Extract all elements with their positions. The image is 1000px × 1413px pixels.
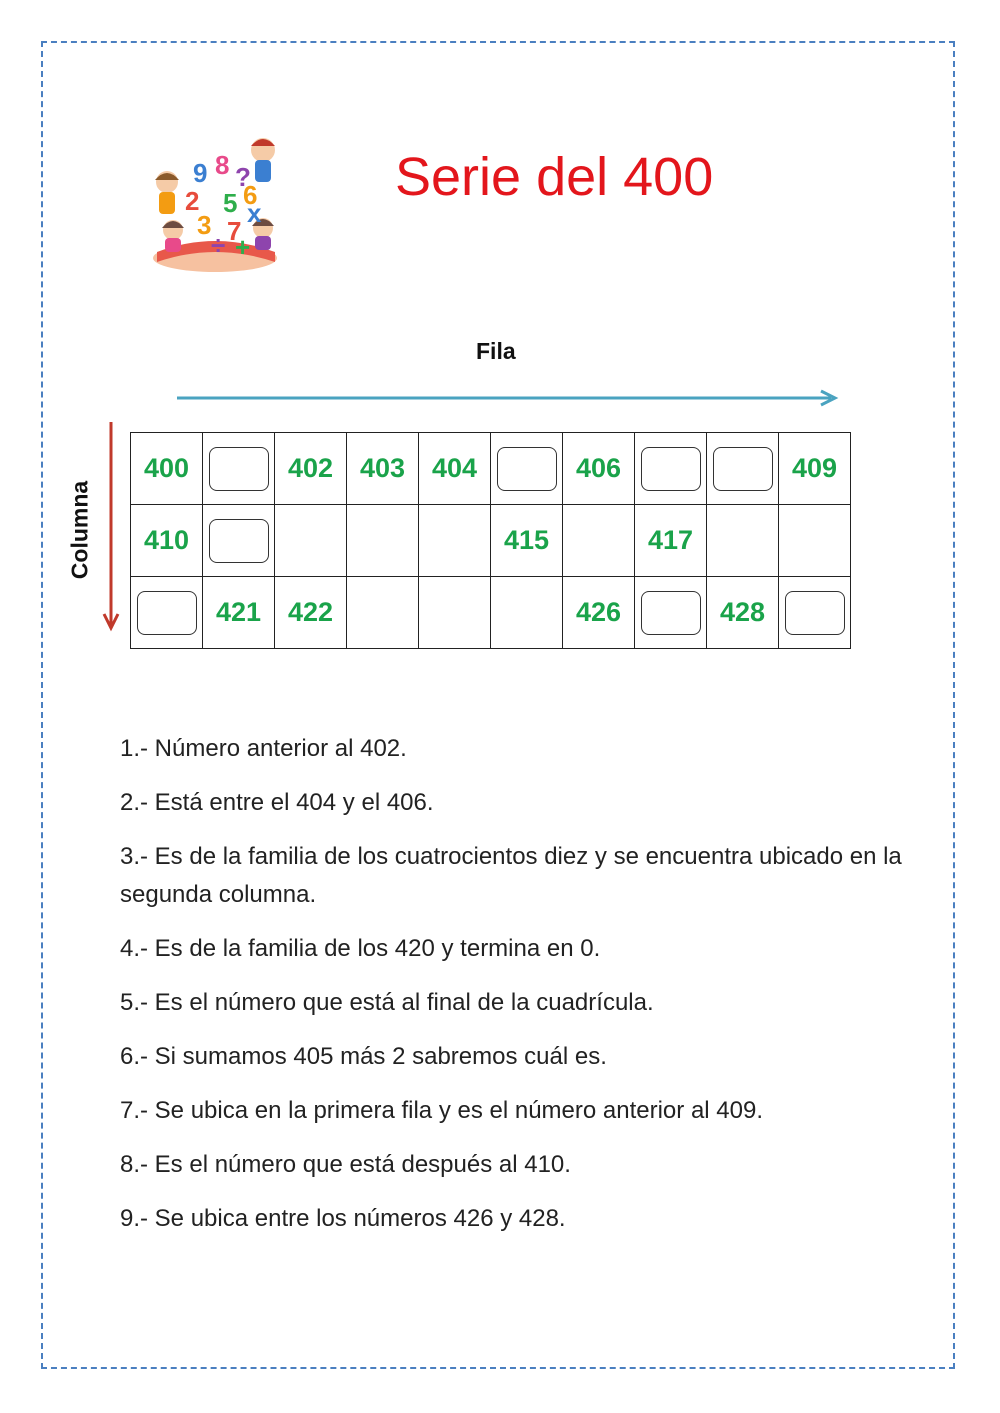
grid-cell: 410 <box>131 505 203 577</box>
svg-text:2: 2 <box>185 186 200 216</box>
answer-box[interactable] <box>209 519 269 563</box>
grid-row <box>131 505 851 577</box>
question-list <box>120 730 910 1254</box>
answer-box[interactable] <box>137 591 197 635</box>
grid-cell: 402 <box>275 433 347 505</box>
answer-box[interactable] <box>497 447 557 491</box>
question-item: 1.- Número anterior al 402. <box>120 735 407 762</box>
grid-cell <box>419 505 491 577</box>
svg-text:+: + <box>235 232 251 262</box>
grid-cell <box>707 505 779 577</box>
grid-cell: 409 <box>779 433 851 505</box>
question-item: 5.- Es el número que está al final de la cuadrícula. <box>120 989 654 1016</box>
grid-cell: 422 <box>275 577 347 649</box>
svg-text:8: 8 <box>215 150 230 180</box>
grid-cell <box>131 577 203 649</box>
question-item: 9.- Se ubica entre los números 426 y 428. <box>120 1205 566 1232</box>
grid-cell: 404 <box>419 433 491 505</box>
svg-text:3: 3 <box>197 210 212 240</box>
grid-row <box>131 433 851 505</box>
svg-text:5: 5 <box>223 188 238 218</box>
page-title: Serie del 400 <box>395 147 714 207</box>
grid-cell <box>275 505 347 577</box>
grid-cell <box>635 433 707 505</box>
question-item: 7.- Se ubica en la primera fila y es el número anterior al 409. <box>120 1097 763 1124</box>
grid-cell <box>563 505 635 577</box>
question-item: 4.- Es de la familia de los 420 y termina en 0. <box>120 935 601 962</box>
grid-cell <box>419 577 491 649</box>
grid-cell <box>635 577 707 649</box>
svg-text:÷: ÷ <box>211 230 226 260</box>
grid-cell <box>347 577 419 649</box>
kids-numbers-clipart-icon <box>135 130 295 280</box>
grid-cell: 421 <box>203 577 275 649</box>
grid-cell <box>491 577 563 649</box>
question-item: 8.- Es el número que está después al 410. <box>120 1151 571 1178</box>
column-arrow-icon <box>96 420 126 632</box>
grid-row <box>131 577 851 649</box>
answer-box[interactable] <box>209 447 269 491</box>
grid-cell <box>491 433 563 505</box>
answer-box[interactable] <box>641 591 701 635</box>
grid-cell <box>779 577 851 649</box>
svg-text:9: 9 <box>193 158 208 188</box>
grid-cell: 403 <box>347 433 419 505</box>
svg-text:7: 7 <box>227 216 242 246</box>
question-item: 6.- Si sumamos 405 más 2 sabremos cuál es. <box>120 1043 607 1070</box>
grid-cell <box>347 505 419 577</box>
answer-box[interactable] <box>785 591 845 635</box>
column-axis-label: Columna <box>66 480 93 580</box>
grid-cell <box>203 433 275 505</box>
grid-cell <box>203 505 275 577</box>
number-grid <box>130 432 851 649</box>
grid-cell: 415 <box>491 505 563 577</box>
grid-cell <box>779 505 851 577</box>
grid-cell: 428 <box>707 577 779 649</box>
answer-box[interactable] <box>713 447 773 491</box>
grid-cell <box>707 433 779 505</box>
grid-cell: 400 <box>131 433 203 505</box>
row-arrow-icon <box>175 386 845 410</box>
answer-box[interactable] <box>641 447 701 491</box>
grid-cell: 406 <box>563 433 635 505</box>
svg-text:?: ? <box>235 162 251 192</box>
svg-text:x: x <box>247 198 262 228</box>
question-item: 2.- Está entre el 404 y el 406. <box>120 789 434 816</box>
question-item: 3.- Es de la familia de los cuatrocientos diez y se encuentra ubicado en la segunda columna. <box>120 843 902 908</box>
grid-cell: 426 <box>563 577 635 649</box>
grid-cell: 417 <box>635 505 707 577</box>
svg-text:6: 6 <box>243 180 258 210</box>
row-axis-label: Fila <box>476 338 516 364</box>
